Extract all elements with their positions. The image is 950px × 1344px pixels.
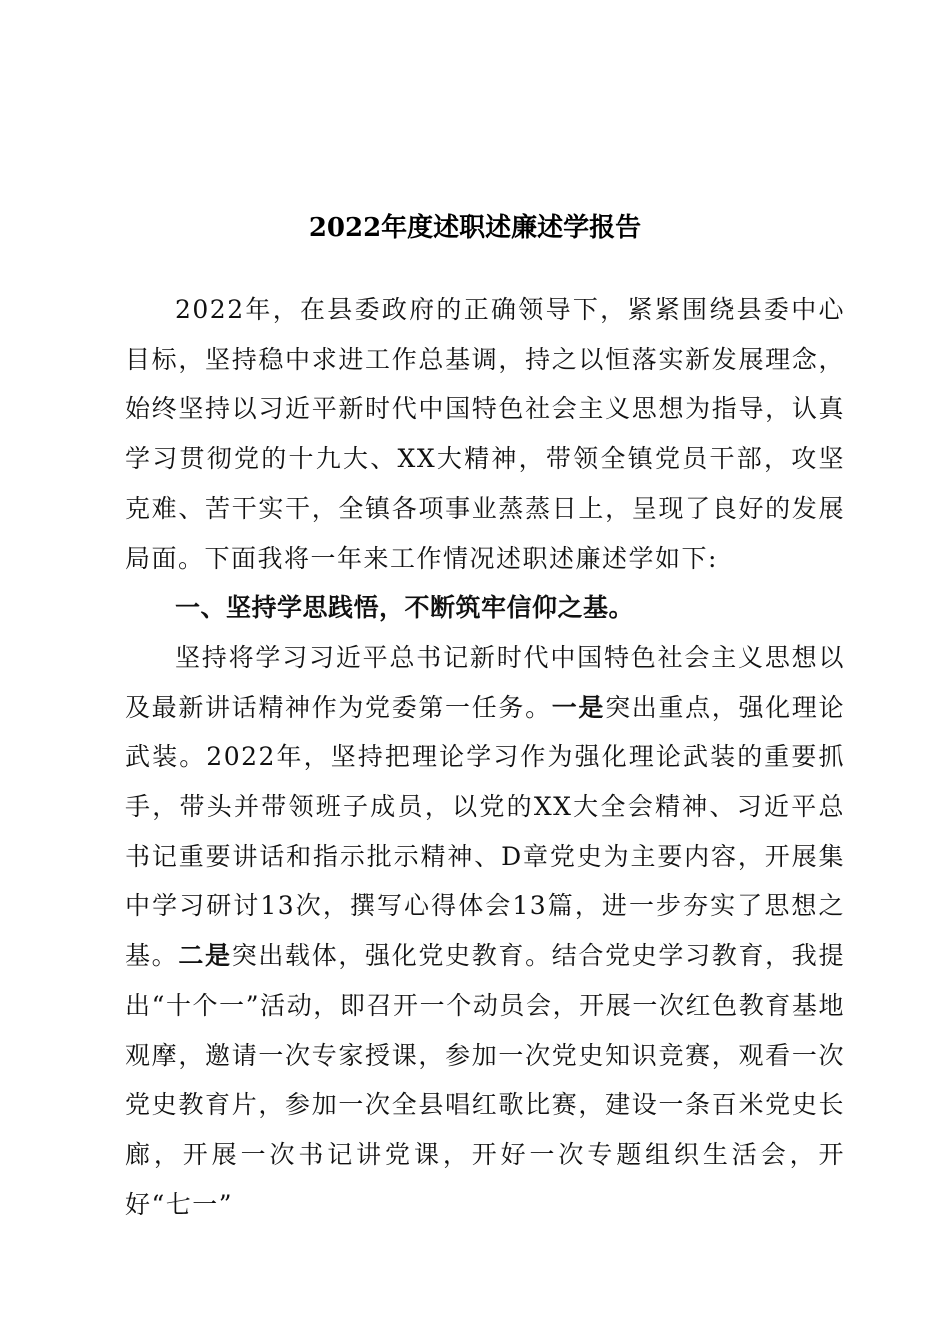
point-label: 二是 <box>178 941 232 971</box>
paragraph-text: 坚持将学习习近平总书记新时代中国特色社会主义思想以及最新讲话精神作为党委第一任务。 <box>125 642 845 722</box>
document-body <box>125 285 845 1229</box>
document-title: 2022年度述职述廉述学报告 <box>308 213 642 243</box>
intro-paragraph: 2022年，在县委政府的正确领导下，紧紧围绕县委中心目标，坚持稳中求进工作总基调，持之以恒落实新发展理念，始终坚持以习近平新时代中国特色社会主义思想为指导，认真学习贯彻党的十九大、XX大精神，带领全镇党员干部，攻坚克难、苦干实干，全镇各项事业蒸蒸日上，呈现了良好的发展局面。下面我将一年来工作情况述职述廉述学如下: <box>125 295 845 573</box>
paragraph-text: 突出重点，强化理论武装。2022年，坚持把理论学习作为强化理论武装的重要抓手，带头并带领班子成员，以党的XX大全会精神、习近平总书记重要讲话和指示批示精神、D章党史为主要内容，开展集中学习研讨13次，撰写心得体会13篇，进一步夯实了思想之基。 <box>125 692 845 971</box>
point-label: 一是 <box>551 692 606 722</box>
section-heading: 一、坚持学思践悟，不断筑牢信仰之基。 <box>175 593 635 623</box>
paragraph-text: 突出载体，强化党史教育。结合党史学习教育，我提出“十个一”活动，即召开一个动员会，开展一次红色教育基地观摩，邀请一次专家授课，参加一次党史知识竞赛，观看一次党史教育片，参加一次全县唱红歌比赛，建设一条百米党史长廊，开展一次书记讲党课，开好一次专题组织生活会，开好“七一” <box>125 941 845 1219</box>
section-paragraph <box>125 633 845 1229</box>
